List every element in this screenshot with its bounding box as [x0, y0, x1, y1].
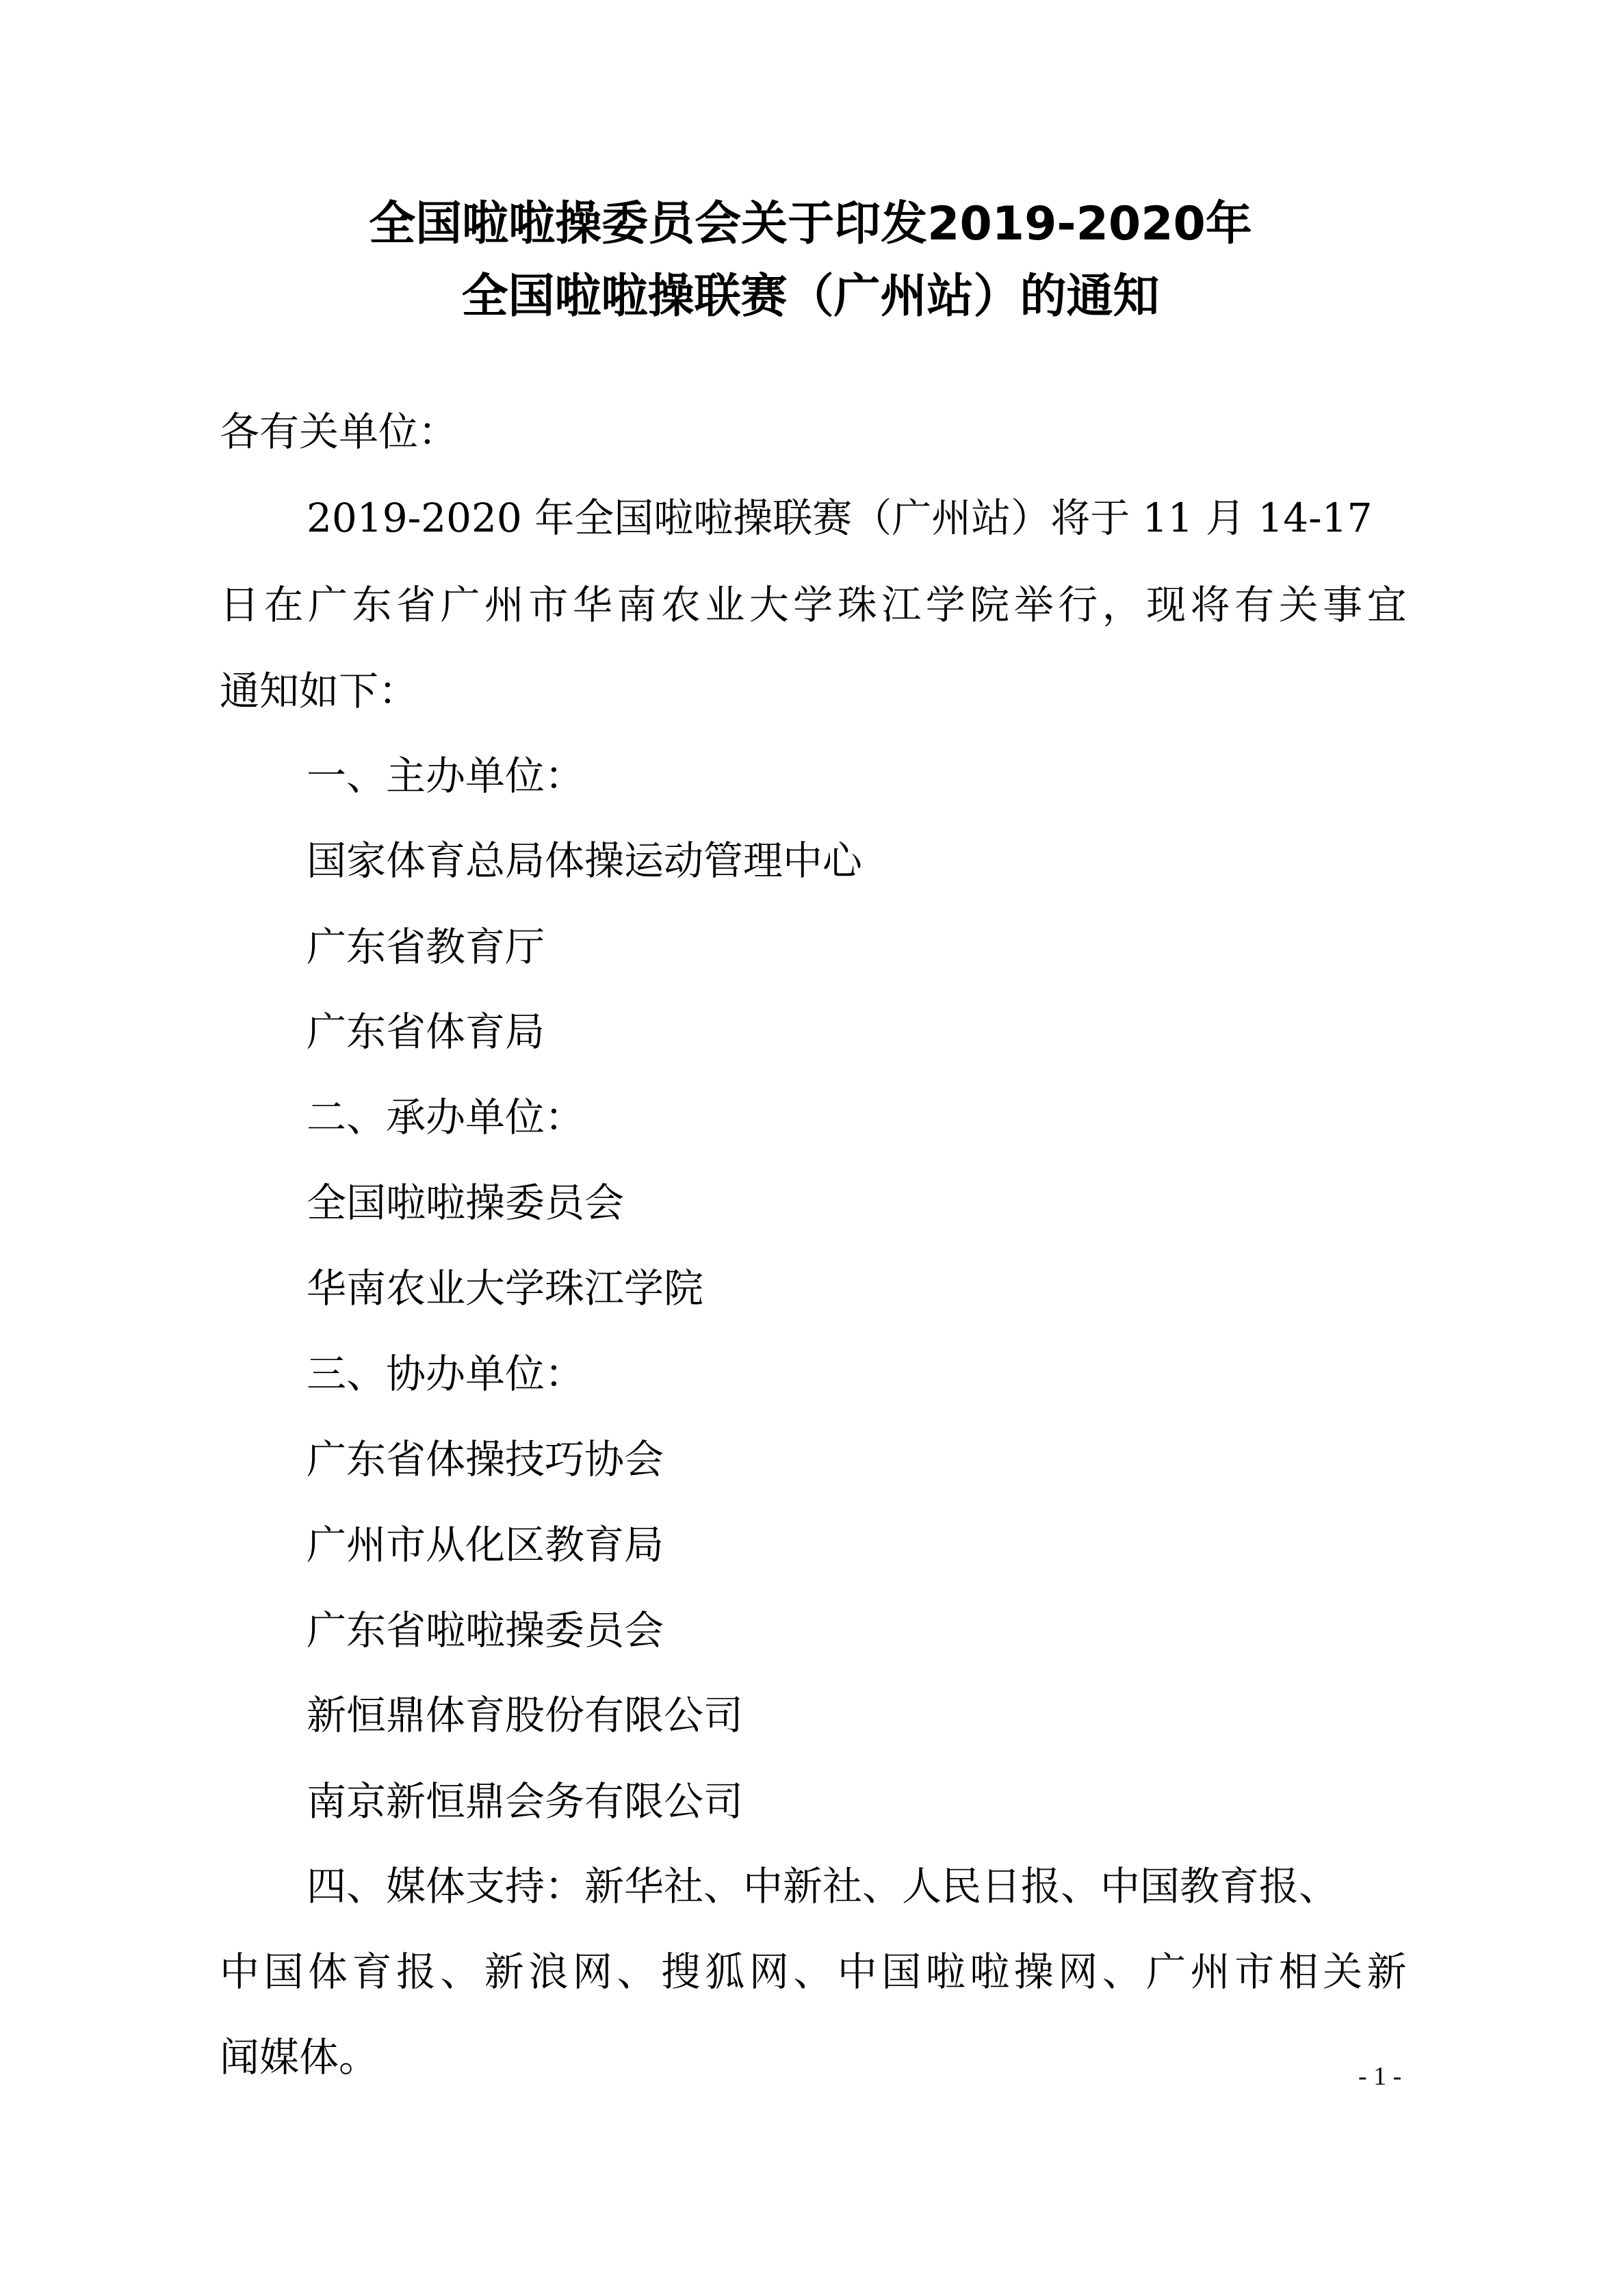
media-line-2 [220, 1944, 1407, 1999]
text-char: 广 [307, 582, 348, 628]
text-char: 、 [440, 1948, 480, 1995]
list-item: 广东省啦啦操委员会 [307, 1607, 664, 1654]
title-line-1: 全国啦啦操委员会关于印发2019-2020年 [369, 197, 1252, 251]
text-char: 中 [837, 1948, 877, 1995]
host-heading: 一、主办单位： [307, 753, 585, 799]
text-char: 行 [1058, 582, 1098, 628]
text-char: 有 [1234, 582, 1275, 628]
text-char: 网 [749, 1948, 789, 1995]
title-line-2: 全国啦啦操联赛（广州站）的通知 [461, 270, 1160, 324]
text-char: 举 [1013, 582, 1054, 628]
text-char: 江 [881, 582, 922, 628]
text-char: 狐 [705, 1948, 745, 1995]
text-char: 现 [1146, 582, 1186, 628]
text-char: 学 [793, 582, 833, 628]
intro-line-1: 2019-2020 年全国啦啦操联赛（广州站）将于 11 月 14-17 [307, 495, 1373, 541]
text-char: 大 [749, 582, 789, 628]
organizer-heading: 二、承办单位： [307, 1094, 585, 1140]
text-char: 广 [440, 582, 480, 628]
text-char: 体 [307, 1948, 348, 1995]
text-char: 华 [572, 582, 612, 628]
text-char: 搜 [660, 1948, 701, 1995]
text-char: 操 [1013, 1948, 1054, 1995]
list-item: 国家体育总局体操运动管理中心 [307, 837, 863, 884]
text-char: 新 [484, 1948, 524, 1995]
list-item: 新恒鼎体育股份有限公司 [307, 1692, 744, 1738]
text-char: 市 [528, 582, 569, 628]
text-char: 关 [1278, 582, 1319, 628]
text-char: 育 [352, 1948, 392, 1995]
list-item: 广东省教育厅 [307, 924, 545, 970]
text-char: 农 [660, 582, 701, 628]
media-line-3: 闻媒体。 [220, 2034, 379, 2080]
media-line-1: 四、媒体支持：新华社、中新社、人民日报、中国教育报、 [307, 1863, 1339, 1909]
list-item: 广州市从化区教育局 [307, 1522, 664, 1568]
text-char: 业 [705, 582, 745, 628]
intro-line-2 [220, 577, 1407, 632]
list-item: 广东省体操技巧协会 [307, 1436, 664, 1483]
text-char: 广 [1146, 1948, 1186, 1995]
text-char: 啦 [970, 1948, 1010, 1995]
text-char: 、 [617, 1948, 657, 1995]
page-number: - 1 - [1358, 2062, 1402, 2091]
text-char: 、 [793, 1948, 833, 1995]
text-char: 州 [484, 582, 524, 628]
list-item: 南京新恒鼎会务有限公司 [307, 1778, 744, 1825]
text-char: 将 [1190, 582, 1230, 628]
text-char: 东 [352, 582, 392, 628]
text-char: 在 [263, 582, 304, 628]
text-char: 新 [1366, 1948, 1407, 1995]
text-char: 事 [1323, 582, 1363, 628]
text-char: 、 [1102, 1948, 1142, 1995]
text-char: 中 [220, 1948, 260, 1995]
text-char: 国 [881, 1948, 922, 1995]
text-char: 日 [220, 582, 260, 628]
list-item: 广东省体育局 [307, 1008, 545, 1055]
text-char: ， [1102, 582, 1142, 628]
text-char: 关 [1323, 1948, 1363, 1995]
text-char: 市 [1234, 1948, 1275, 1995]
text-char: 报 [395, 1948, 436, 1995]
text-char: 院 [970, 582, 1010, 628]
text-char: 州 [1190, 1948, 1230, 1995]
text-char: 学 [925, 582, 965, 628]
text-char: 网 [572, 1948, 612, 1995]
text-char: 啦 [925, 1948, 965, 1995]
text-char: 浪 [528, 1948, 569, 1995]
salutation: 各有关单位： [220, 408, 458, 455]
intro-line-3: 通知如下： [220, 668, 419, 714]
text-char: 国 [263, 1948, 304, 1995]
text-char: 网 [1058, 1948, 1098, 1995]
co-organizer-heading: 三、协办单位： [307, 1351, 585, 1397]
text-char: 珠 [837, 582, 877, 628]
text-char: 相 [1278, 1948, 1319, 1995]
list-item: 华南农业大学珠江学院 [307, 1265, 704, 1312]
text-char: 宜 [1366, 582, 1407, 628]
list-item: 全国啦啦操委员会 [307, 1179, 625, 1226]
text-char: 南 [617, 582, 657, 628]
text-char: 省 [395, 582, 436, 628]
